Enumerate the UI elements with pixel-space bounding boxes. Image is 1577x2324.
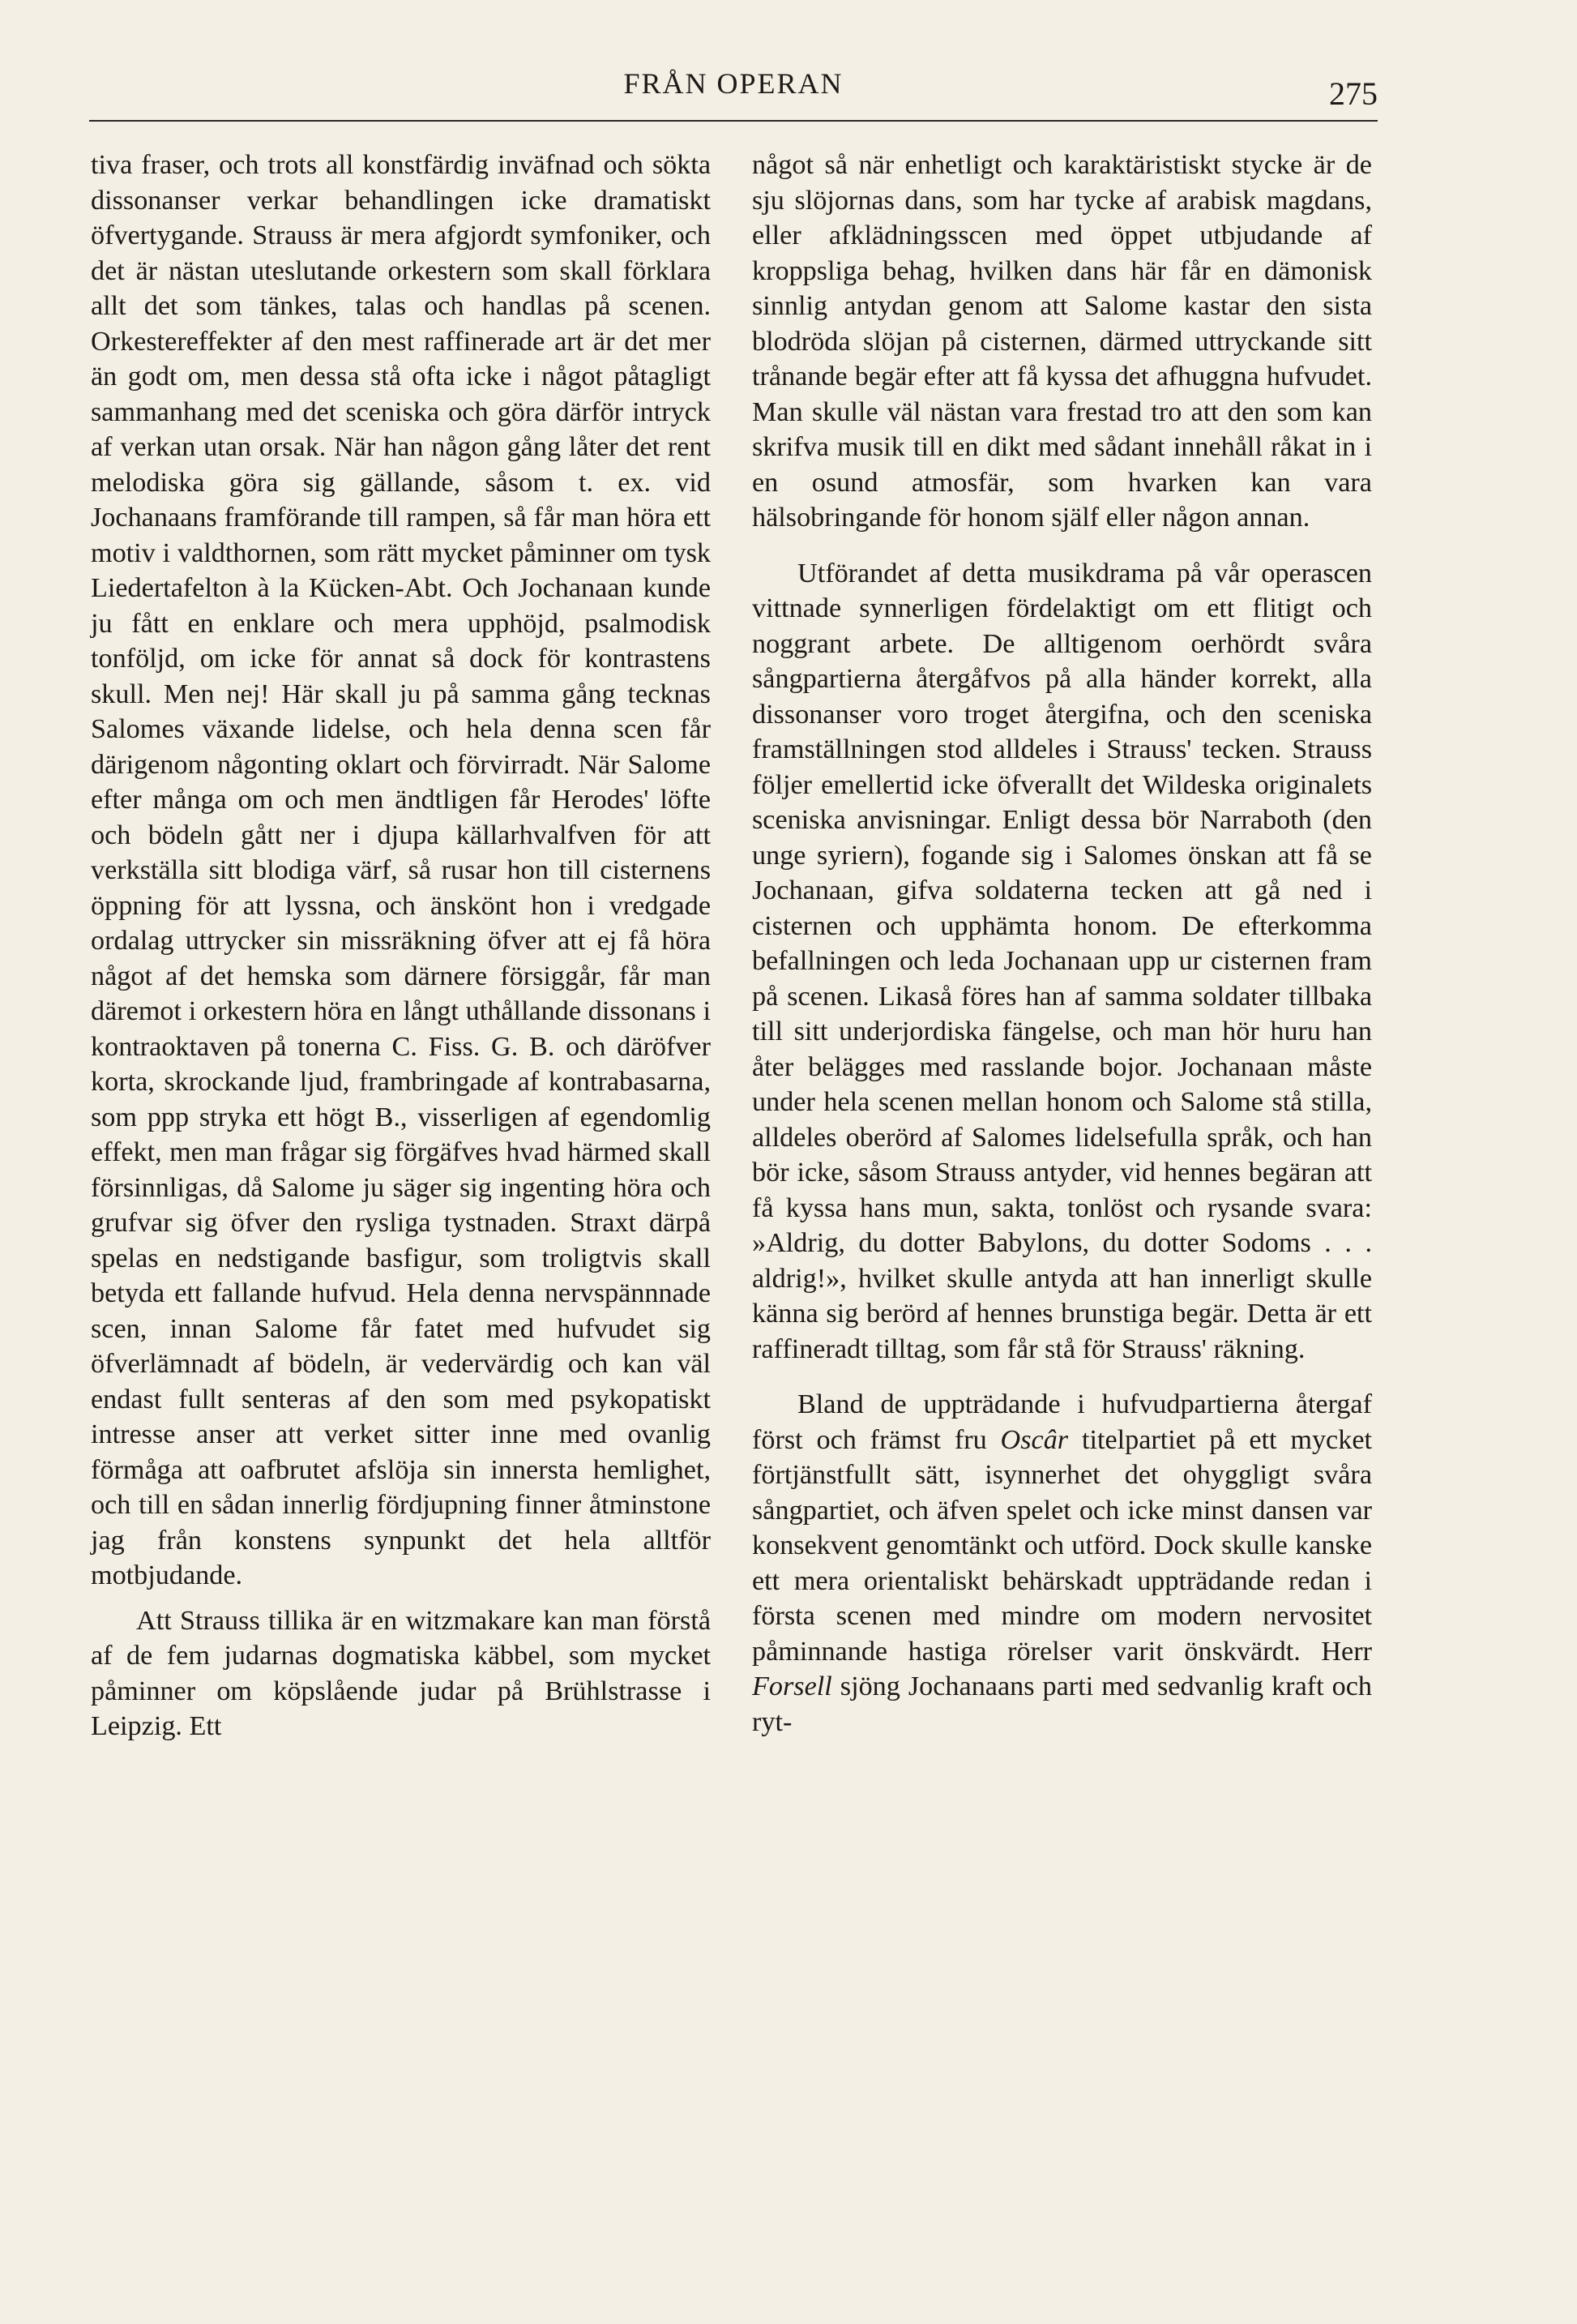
singer-name-forsell: Forsell [752, 1671, 832, 1701]
right-paragraph-2: Utförandet af detta musikdrama på vår operascen vittnade synnerligen fördelaktigt om ett flitigt och noggrant arbete. De alltigenom oerhördt svåra sångpartierna återgåfvos på alla händer korrekt, alla dissonanser voro troget återgifna, och den sceniska framställningen stod alldeles i Strauss' tecken. Strauss följer emellertid icke öfverallt det Wildeska originalets sceniska anvisningar. Enligt dessa bör Narraboth (den unge syriern), fogande sig i Salomes önskan att få se Jochanaan, gifva soldaterna tecken att gå ned i cisternen och upphämta honom. De efterkomma befallningen och leda Jochanaan upp ur cisternen fram på scenen. Likaså föres han af samma soldater tillbaka till sitt underjordiska fängelse, och man hör huru han åter belägges med rasslande bojor. Jochanaan måste under hela scenen mellan honom och Salome stå stilla, alldeles oberörd af Salomes lidelsefulla språk, och han bör icke, såsom Strauss antyder, vid hennes begäran att få kyssa hans mun, sakta, tonlöst och rysande svara: »Aldrig, du dotter Babylons, du dotter Sodoms . . . aldrig!», hvilket skulle antyda att han innerligt skulle känna sig berörd af hennes brunstiga begär. Detta är ett raffineradt tilltag, som får stå för Strauss' räkning. [752, 558, 1372, 1364]
page-header [89, 63, 1378, 122]
left-paragraph-1: tiva fraser, och trots all konstfärdig inväfnad och sökta dissonanser verkar behandlingen icke dramatiskt öfvertygande. Strauss är mera afgjordt symfoniker, och det är nästan uteslutande orkestern som skall förklara allt det som tänkes, talas och handlas på scenen. Orkestereffekter af den mest raffinerade art är det mer än godt om, men dessa stå ofta icke i något påtagligt sammanhang med det sceniska och göra därför intryck af verkan utan orsak. När han någon gång låter det rent melodiska göra sig gällande, såsom t. ex. vid Jochanaans framförande till rampen, så får man höra ett motiv i valdthornen, som rätt mycket påminner om tysk Liedertafelton à la Kücken-Abt. Och Jochanaan kunde ju fått en enklare och mera upphöjd, psalmodisk tonföljd, om icke för annat så dock för kontrastens skull. Men nej! Här skall ju på samma gång tecknas Salomes växande lidelse, och hela denna scen får därigenom någonting oklart och förvirradt. När Salome efter många om och men ändtligen får Herodes' löfte och bödeln gått ner i djupa källarhvalfven för att verkställa sitt blodiga värf, så rusar hon till cisternens öppning för att lyssna, och änskönt hon i vredgade ordalag uttrycker sin missräkning öfver att ej få höra något af det hemska som därnere försiggår, får man däremot i orkestern höra en långt uthållande dissonans i kontraoktaven på tonerna C. Fiss. G. B. och däröfver korta, skrockande ljud, frambringade af kontrabasarna, som ppp stryka ett högt B., visserligen af egendomlig effekt, men man frågar sig förgäfves hvad härmed skall försinnligas, då Salome ju säger sig ingenting höra och grufvar sig öfver den rysliga tystnaden. Straxt därpå spelas en nedstigande basfigur, som troligtvis skall betyda ett fallande hufvud. Hela denna nervspännnade scen, innan Salome får fatet med hufvudet sig öfverlämnadt af bödeln, är vedervärdig och kan väl endast fullt senteras af den som med psykopatiskt intresse anser att verket sitter inne med ovanlig förmåga att oafbrutet afslöja sin innersta hemlighet, och till en sådan innerlig fördjupning finner åtminstone jag från konstens synpunkt det hela alltför motbjudande. [91, 150, 711, 1590]
paragraph-text: Bland de uppträdande i hufvudpartierna återgaf först och främst fru [752, 1389, 1372, 1455]
singer-name-oscar: Oscâr [1000, 1424, 1069, 1455]
page-number: 275 [1329, 75, 1378, 112]
paragraph-text: sjöng Jochanaans parti med sedvanlig kraft och ryt- [752, 1671, 1372, 1737]
right-paragraph-1: något så när enhetligt och karaktäristiskt stycke är de sju slöjornas dans, som har tycke af arabisk magdans, eller afklädningsscen med öppet utbjudande af kroppsliga behag, hvilken dans här får en dämonisk sinnlig antydan genom att Salome kastar den sista blodröda slöjan på cisternen, därmed uttryckande sitt trånande begär efter att få kyssa det afhuggna hufvudet. Man skulle väl nästan vara frestad tro att den som kan skrifva musik till en dikt med sådant innehåll råkat in i en osund atmosfär, som hvarken kan vara hälsobringande för honom själf eller någon annan. [752, 150, 1372, 533]
header-rule [89, 120, 1378, 122]
right-paragraph-3 [752, 1387, 1372, 1740]
paragraph-text: titelpartiet på ett mycket förtjänstfullt sätt, isynnerhet det ohyggligt svåra sångpartiet, och äfven spelet och icke minst dansen var konsekvent genomtänkt och utförd. Dock skulle kanske ett mera orientaliskt behärskadt uppträdande redan i första scenen med mindre om modern nervositet påminnande hastiga rörelser varit önskvärdt. Herr [752, 1424, 1372, 1667]
left-paragraph-2: Att Strauss tillika är en witzmakare kan man förstå af de fem judarnas dogmatiska käbbel, som mycket påminner om köpslående judar på Brühlstrasse i Leipzig. Ett [91, 1605, 711, 1741]
right-column [752, 148, 1372, 1740]
left-column [91, 148, 711, 1744]
running-head: FRÅN OPERAN [623, 67, 844, 100]
